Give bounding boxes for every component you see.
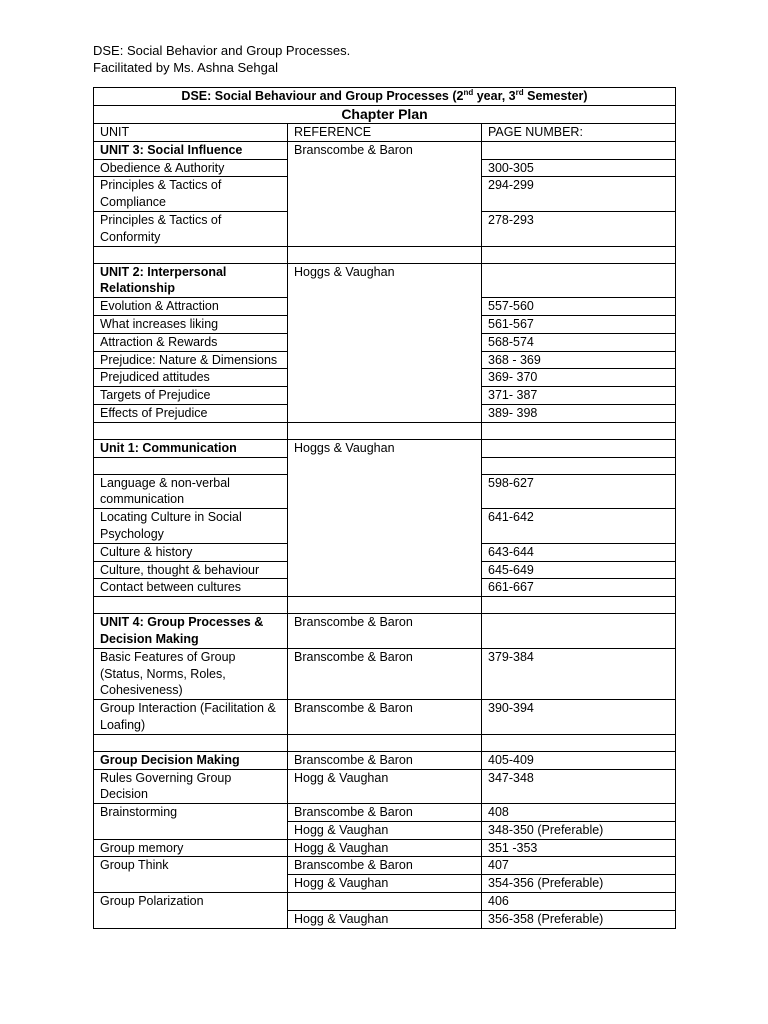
page-cell: 390-394 <box>482 700 676 735</box>
column-header-page: PAGE NUMBER: <box>482 123 676 141</box>
topic-cell: Targets of Prejudice <box>94 387 288 405</box>
column-header-row <box>94 123 676 141</box>
topic-cell: Attraction & Rewards <box>94 333 288 351</box>
table-row <box>94 700 676 735</box>
page-cell: 300-305 <box>482 159 676 177</box>
topic-cell: Basic Features of Group (Status, Norms, Roles, Cohesiveness) <box>94 648 288 699</box>
page-cell <box>482 439 676 457</box>
unit-heading-row <box>94 439 676 457</box>
page-cell: 643-644 <box>482 543 676 561</box>
page-cell: 406 <box>482 893 676 911</box>
topic-cell: Obedience & Authority <box>94 159 288 177</box>
table-subtitle-row <box>94 105 676 123</box>
reference-cell: Branscombe & Baron <box>288 648 482 699</box>
topic-cell: Brainstorming <box>94 804 288 840</box>
reference-cell: Hoggs & Vaughan <box>288 263 482 422</box>
unit-heading: UNIT 3: Social Influence <box>94 141 288 159</box>
unit-heading: UNIT 4: Group Processes & Decision Making <box>94 614 288 649</box>
topic-cell: Prejudiced attitudes <box>94 369 288 387</box>
table-row <box>94 769 676 804</box>
page-cell: 347-348 <box>482 769 676 804</box>
page-cell: 408 <box>482 804 676 822</box>
topic-cell: What increases liking <box>94 315 288 333</box>
table-row <box>94 893 676 911</box>
column-header-reference: REFERENCE <box>288 123 482 141</box>
page-cell <box>482 263 676 298</box>
page-cell: 561-567 <box>482 315 676 333</box>
reference-cell: Branscombe & Baron <box>288 857 482 875</box>
table-row <box>94 751 676 769</box>
topic-cell: Contact between cultures <box>94 579 288 597</box>
spacer-row <box>94 597 676 614</box>
unit-heading-row <box>94 614 676 649</box>
column-header-unit: UNIT <box>94 123 288 141</box>
topic-cell: Effects of Prejudice <box>94 404 288 422</box>
topic-cell: Group memory <box>94 839 288 857</box>
page-cell: 294-299 <box>482 177 676 212</box>
topic-cell: Principles & Tactics of Conformity <box>94 211 288 246</box>
page-cell: 557-560 <box>482 298 676 316</box>
table-row <box>94 804 676 822</box>
page-cell: 405-409 <box>482 751 676 769</box>
topic-cell: Group Polarization <box>94 893 288 929</box>
topic-cell: Culture & history <box>94 543 288 561</box>
page-cell <box>482 614 676 649</box>
page-cell: 356-358 (Preferable) <box>482 910 676 928</box>
table-row <box>94 648 676 699</box>
document-header <box>93 42 350 76</box>
unit-heading: UNIT 2: Interpersonal Relationship <box>94 263 288 298</box>
reference-cell: Branscombe & Baron <box>288 141 482 246</box>
topic-cell: Culture, thought & behaviour <box>94 561 288 579</box>
unit-heading-row <box>94 141 676 159</box>
page-cell: 389- 398 <box>482 404 676 422</box>
reference-cell: Branscombe & Baron <box>288 614 482 649</box>
unit-heading-row <box>94 263 676 298</box>
topic-cell: Group Think <box>94 857 288 893</box>
topic-cell: Language & non-verbal communication <box>94 474 288 509</box>
page-cell: 661-667 <box>482 579 676 597</box>
table-row <box>94 857 676 875</box>
spacer-row <box>94 246 676 263</box>
page-cell: 598-627 <box>482 474 676 509</box>
reference-cell: Hogg & Vaughan <box>288 769 482 804</box>
spacer-row <box>94 422 676 439</box>
facilitator-line: Facilitated by Ms. Ashna Sehgal <box>93 60 278 75</box>
chapter-plan-table <box>93 87 676 929</box>
unit-heading: Unit 1: Communication <box>94 439 288 457</box>
reference-cell <box>288 893 482 911</box>
page-cell: 348-350 (Preferable) <box>482 821 676 839</box>
page-cell: 379-384 <box>482 648 676 699</box>
reference-cell: Hogg & Vaughan <box>288 875 482 893</box>
page-cell: 645-649 <box>482 561 676 579</box>
topic-cell: Rules Governing Group Decision <box>94 769 288 804</box>
reference-cell: Hogg & Vaughan <box>288 910 482 928</box>
page-cell: 369- 370 <box>482 369 676 387</box>
page-cell: 371- 387 <box>482 387 676 405</box>
reference-cell: Branscombe & Baron <box>288 804 482 822</box>
reference-cell: Hogg & Vaughan <box>288 821 482 839</box>
table-row <box>94 839 676 857</box>
page-cell: 351 -353 <box>482 839 676 857</box>
page-cell <box>482 141 676 159</box>
reference-cell: Branscombe & Baron <box>288 700 482 735</box>
reference-cell: Hoggs & Vaughan <box>288 439 482 596</box>
table-title: DSE: Social Behaviour and Group Processes (2nd year, 3rd Semester) <box>94 88 676 106</box>
topic-cell: Group Interaction (Facilitation & Loafing) <box>94 700 288 735</box>
topic-cell: Prejudice: Nature & Dimensions <box>94 351 288 369</box>
course-title: DSE: Social Behavior and Group Processes. <box>93 43 351 58</box>
topic-cell: Locating Culture in Social Psychology <box>94 509 288 544</box>
spacer-row <box>94 734 676 751</box>
topic-cell: Evolution & Attraction <box>94 298 288 316</box>
page-cell: 368 - 369 <box>482 351 676 369</box>
table-title-row <box>94 88 676 106</box>
reference-cell: Branscombe & Baron <box>288 751 482 769</box>
page-cell: 278-293 <box>482 211 676 246</box>
page-cell: 641-642 <box>482 509 676 544</box>
page-cell: 354-356 (Preferable) <box>482 875 676 893</box>
page-cell: 568-574 <box>482 333 676 351</box>
topic-cell: Principles & Tactics of Compliance <box>94 177 288 212</box>
reference-cell: Hogg & Vaughan <box>288 839 482 857</box>
topic-cell: Group Decision Making <box>94 751 288 769</box>
page-cell: 407 <box>482 857 676 875</box>
chapter-plan-heading: Chapter Plan <box>94 105 676 123</box>
